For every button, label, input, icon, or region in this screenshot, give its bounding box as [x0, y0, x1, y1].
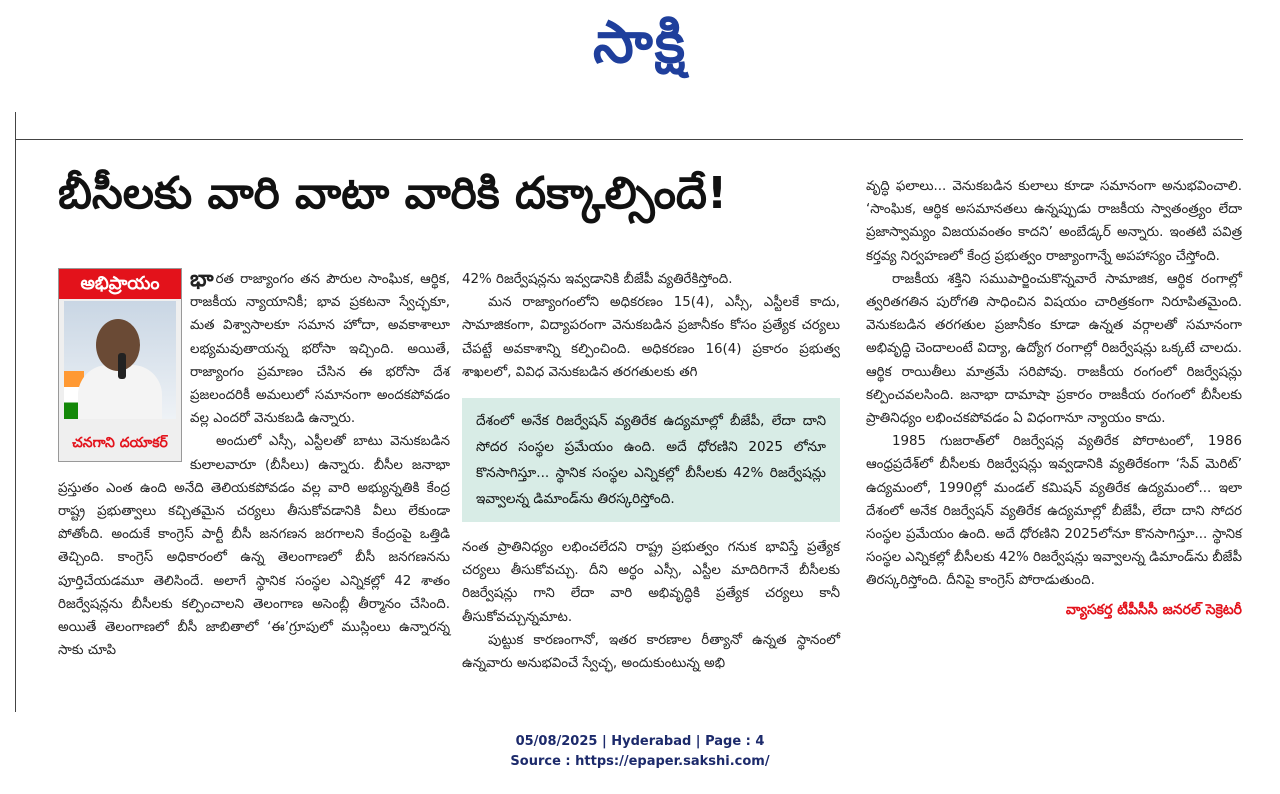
paragraph: 42% రిజర్వేషన్లను ఇవ్వడానికి బీజేపీ వ్యతిరేకిస్తోంది.: [462, 272, 733, 287]
paragraph: 1985 గుజరాత్‌లో రిజర్వేషన్ల వ్యతిరేక పోరాటంలో, 1986 ఆంధ్రప్రదేశ్‌లో బీసీలకు రిజర్వేషన్లు ఇవ్వడానికి వ్యతిరేకంగా ‘సేవ్ మెరిట్’ ఉద్యమంలో, 1990ల్లో మండల్ కమిషన్ వ్యతిరేక ఉద్యమంలో... ఇలా దేశంలో అనేక రిజర్వేషన్ వ్యతిరేక ఉద్యమాల్లో బీజేపీ, లేదా దాని సోదర సంస్థల ప్రమేయం ఉంది. అదే ధోరణిని 2025లోనూ కొనసాగిస్తూ... స్థానిక సంస్థల ఎన్నికల్లో బీసీలకు 42% రిజర్వేషన్లు ఇవ్వాలన్న డిమాండ్‌ను బీజేపీ తిరస్కరిస్తోంది. దీనిపై కాంగ్రెస్ పోరాడుతుంది.: [866, 434, 1242, 589]
opinion-label: అభిప్రాయం: [59, 269, 181, 299]
paragraph: మన రాజ్యాంగంలోని అధికరణం 15(4), ఎస్సీ, ఎస్టీలకే కాదు, సామాజికంగా, విద్యాపరంగా వెనుకబడిన ప్రజానీకం కోసం ప్రత్యేక చర్యలు చేపట్టే అవకాశాన్ని కల్పించింది. అధికరణం 16(4) ప్రకారం ప్రభుత్వ శాఖలలో, వివిధ వెనుకబడిన తరగతులకు తగి: [462, 295, 840, 380]
footer-source-line: Source : https://epaper.sakshi.com/: [510, 754, 770, 769]
paragraph: రాజకీయ శక్తిని సముపార్జించుకొన్నవారే సామాజిక, ఆర్థిక రంగాల్లో త్వరితగతిన పురోగతి సాధించిన విషయం చారిత్రకంగా నిరూపితమైంది. వెనుకబడిన తరగతుల ప్రజానీకం కూడా ఉన్నత వర్గాలతో సమానంగా అభివృద్ధి చెందాలంటే విద్యా, ఉద్యోగ రంగాల్లో రిజర్వేషన్లు ఒక్కటే చాలదు. ఆర్థిక రాయితీలు మాత్రమే సరిపోవు. రాజకీయ రంగంలో రిజర్వేషన్లు కల్పించవలసింది. జనాభా దామాషా ప్రకారం రాజకీయ రంగంలో బీసీలకు ప్రాతినిధ్యం లభించకపోవడం ఏ విధంగానూ న్యాయం కాదు.: [866, 271, 1242, 427]
page-divider: [15, 139, 1243, 140]
article-column-1: [58, 268, 450, 662]
article-column-3: [866, 175, 1242, 622]
author-photo: [64, 301, 176, 419]
footer-date-line: 05/08/2025 | Hyderabad | Page : 4: [515, 734, 765, 749]
paragraph: వృద్ధి ఫలాలు... వెనుకబడిన కులాలు కూడా సమానంగా అనుభవించాలి. ‘సాంఘిక, ఆర్థిక అసమానతలు ఉన్నప్పుడు రాజకీయ స్వాతంత్ర్యం లేదా ప్రజాస్వామ్యం విజయవంతం కాదని’ అంబేడ్కర్ అన్నారు. ఇంతటి పవిత్ర కర్తవ్య నిర్వహణలో కేంద్ర ప్రభుత్వం రాజ్యాంగాన్నే అపహాస్యం చేస్తోంది.: [866, 179, 1242, 264]
drop-cap: భా: [190, 267, 214, 292]
author-byline: వ్యాసకర్త టీపీసీసీ జనరల్ సెక్రెటరీ: [1065, 601, 1242, 618]
article-column-2: [462, 268, 840, 675]
masthead: [0, 8, 1280, 91]
paragraph: అందులో ఎస్సీ, ఎస్టీలతో బాటు వెనుకబడిన కులాలవారూ (బీసీలు) ఉన్నారు. బీసీల జనాభా ప్రస్తుతం ఎంత ఉంది అనేది తెలియకపోవడం వల్ల వారి అభ్యున్నతికి కేంద్ర రాష్ట్ర ప్రభుత్వాలు కచ్చితమైన చర్యలు తీసుకోవడానికి వీలు లేకుండా పోతోంది. అందుకే కాంగ్రెస్ పార్టీ బీసీ జనగణన జరగాలని కేంద్రంపై ఒత్తిడి తెచ్చింది. కాంగ్రెస్ అధికారంలో ఉన్న తెలంగాణలో బీసీ జనగణనను పూర్తిచేయడమూ తెలిసిందే. అలాగే స్థానిక సంస్థల ఎన్నికల్లో 42 శాతం రిజర్వేషన్లను బీసీలకు కల్పించాలని తెలంగాణ అసెంబ్లీ తీర్మానం చేసింది. అయితే తెలంగాణలో బీసీ జాబితాలో ‘ఈ’గ్రూపులో ముస్లింలు ఉన్నారన్న సాకు చూపి: [58, 434, 450, 659]
author-name: చనగాని దయాకర్: [72, 434, 168, 451]
page-border-left: [15, 112, 16, 712]
microphone-icon: [118, 353, 126, 379]
pull-quote: దేశంలో అనేక రిజర్వేషన్ వ్యతిరేక ఉద్యమాల్లో బీజేపీ, లేదా దాని సోదర సంస్థల ప్రమేయం ఉంది. అదే ధోరణిని 2025 లోనూ కొనసాగిస్తూ... స్థానిక సంస్థల ఎన్నికల్లో బీసీలకు 42% రిజర్వేషన్లు ఇవ్వాలన్న డిమాండ్‌ను తిరస్కరిస్తోంది.: [462, 398, 840, 522]
article-headline: బీసీలకు వారి వాటా వారికి దక్కాల్సిందే!: [58, 168, 728, 219]
author-photo-box: [58, 268, 182, 462]
masthead-logo-text: సాక్షి: [592, 8, 688, 76]
paragraph-text: రత రాజ్యాంగం తన పౌరుల సాంఘిక, ఆర్థిక, రాజకీయ న్యాయానికీ; భావ ప్రకటనా స్వేచ్ఛకూ, మత విశ్వాసాలకూ సమాన హోదా, అవకాశాలూ లభ్యమవుతాయన్న భరోసా ఇచ్చింది. అయితే, రాజ్యాంగం ప్రమాణం చేసిన ఈ భరోసా దేశ ప్రజలందరికీ అమలులో సమానంగా అందకపోవడం వల్ల ఎందరో వెనుకబడి ఉన్నారు.: [190, 272, 450, 427]
paragraph: నంత ప్రాతినిధ్యం లభించలేదని రాష్ట్ర ప్రభుత్వం గనుక భావిస్తే ప్రత్యేక చర్యలు తీసుకోవచ్చు. దీని అర్థం ఎస్సీ, ఎస్టీల మాదిరిగానే బీసీలకు రిజర్వేషన్లు గాని లేదా వారి అభివృద్ధికి ప్రత్యేక చర్యలు కానీ తీసుకోవచ్చున్నమాట.: [462, 540, 840, 625]
paragraph: పుట్టుక కారణంగానో, ఇతర కారణాల రీత్యానో ఉన్నత స్థానంలో ఉన్నవారు అనుభవించే స్వేచ్ఛ, అందుకుంటున్న అభి: [462, 632, 840, 672]
